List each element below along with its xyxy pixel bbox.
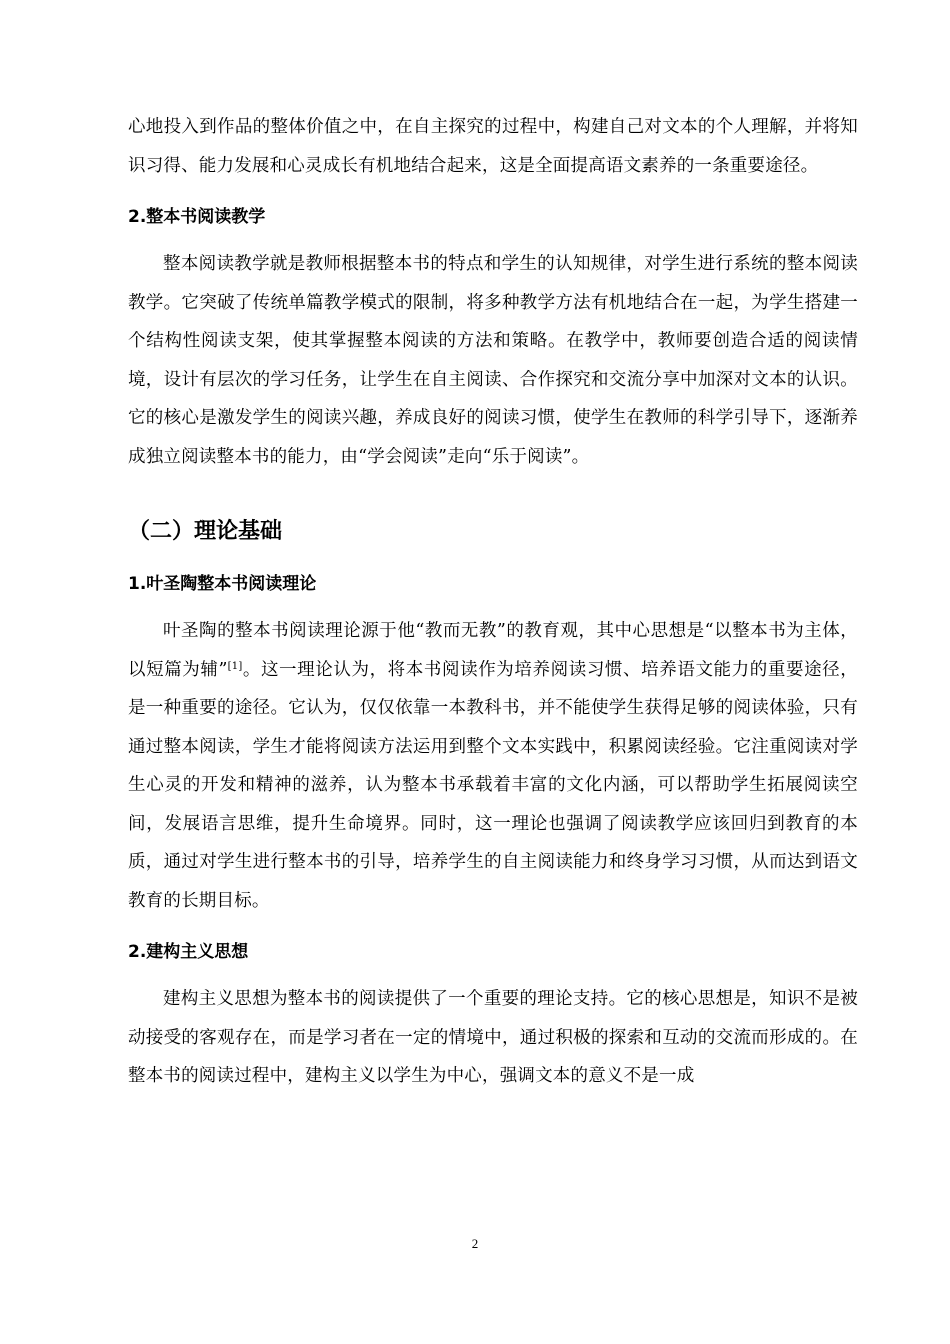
spacer (128, 598, 858, 612)
paragraph-ye-part-b: 。这一理论认为，将本书阅读作为培养阅读习惯、培养语文能力的重要途径，是一种重要的途径。它认为，仅仅依靠一本教科书，并不能使学生获得足够的阅读体验，只有通过整本阅读，学生才能将阅读方法运用到整个文本实践中，积累阅读经验。它注重阅读对学生心灵的开发和精神的滋养，认为整本书承载着丰富的文化内涵，可以帮助学生拓展阅读空间，发展语言思维，提升生命境界。同时，这一理论也强调了阅读教学应该回归到教育的本质，通过对学生进行整本书的引导，培养学生的自主阅读能力和终身学习习惯，从而达到语文教育的长期目标。 (128, 659, 858, 911)
paragraph-ye-shengtao-theory (128, 612, 858, 920)
spacer (128, 476, 858, 516)
spacer (128, 185, 858, 203)
paragraph-ye-part-a: 叶圣陶的整本书阅读理论源于他“教而无教”的教育观，其中心思想是“以整本书为主体，以短篇为辅” (128, 621, 858, 680)
paragraph-continuation: 心地投入到作品的整体价值之中，在自主探究的过程中，构建自己对文本的个人理解，并将知识习得、能力发展和心灵成长有机地结合起来，这是全面提高语文素养的一条重要途径。 (128, 117, 858, 176)
subheading-whole-book-teaching: 2.整本书阅读教学 (128, 207, 266, 227)
paragraph-constructivism: 建构主义思想为整本书的阅读提供了一个重要的理论支持。它的核心思想是，知识不是被动接受的客观存在，而是学习者在一定的情境中，通过积极的探索和互动的交流而形成的。在整本书的阅读过程中，建构主义以学生为中心，强调文本的意义不是一成 (128, 989, 858, 1086)
document-page (128, 108, 858, 1096)
subheading-ye-shengtao-theory: 1.叶圣陶整本书阅读理论 (128, 574, 317, 594)
paragraph-whole-book-teaching: 整本阅读教学就是教师根据整本书的特点和学生的认知规律，对学生进行系统的整本阅读教学。它突破了传统单篇教学模式的限制，将多种教学方法有机地结合在一起，为学生搭建一个结构性阅读支架，使其掌握整本阅读的方法和策略。在教学中，教师要创造合适的阅读情境，设计有层次的学习任务，让学生在自主阅读、合作探究和交流分享中加深对文本的认识。它的核心是激发学生的阅读兴趣，养成良好的阅读习惯，使学生在教师的科学引导下，逐渐养成独立阅读整本书的能力，由“学会阅读”走向“乐于阅读”。 (128, 254, 858, 467)
spacer (128, 966, 858, 980)
subheading-constructivism: 2.建构主义思想 (128, 942, 249, 962)
citation-reference: [1] (227, 660, 243, 672)
page-number: 2 (471, 1236, 479, 1251)
spacer (128, 231, 858, 245)
section-heading-theoretical-basis: （二）理论基础 (128, 519, 283, 544)
spacer (128, 920, 858, 938)
spacer (128, 548, 858, 570)
